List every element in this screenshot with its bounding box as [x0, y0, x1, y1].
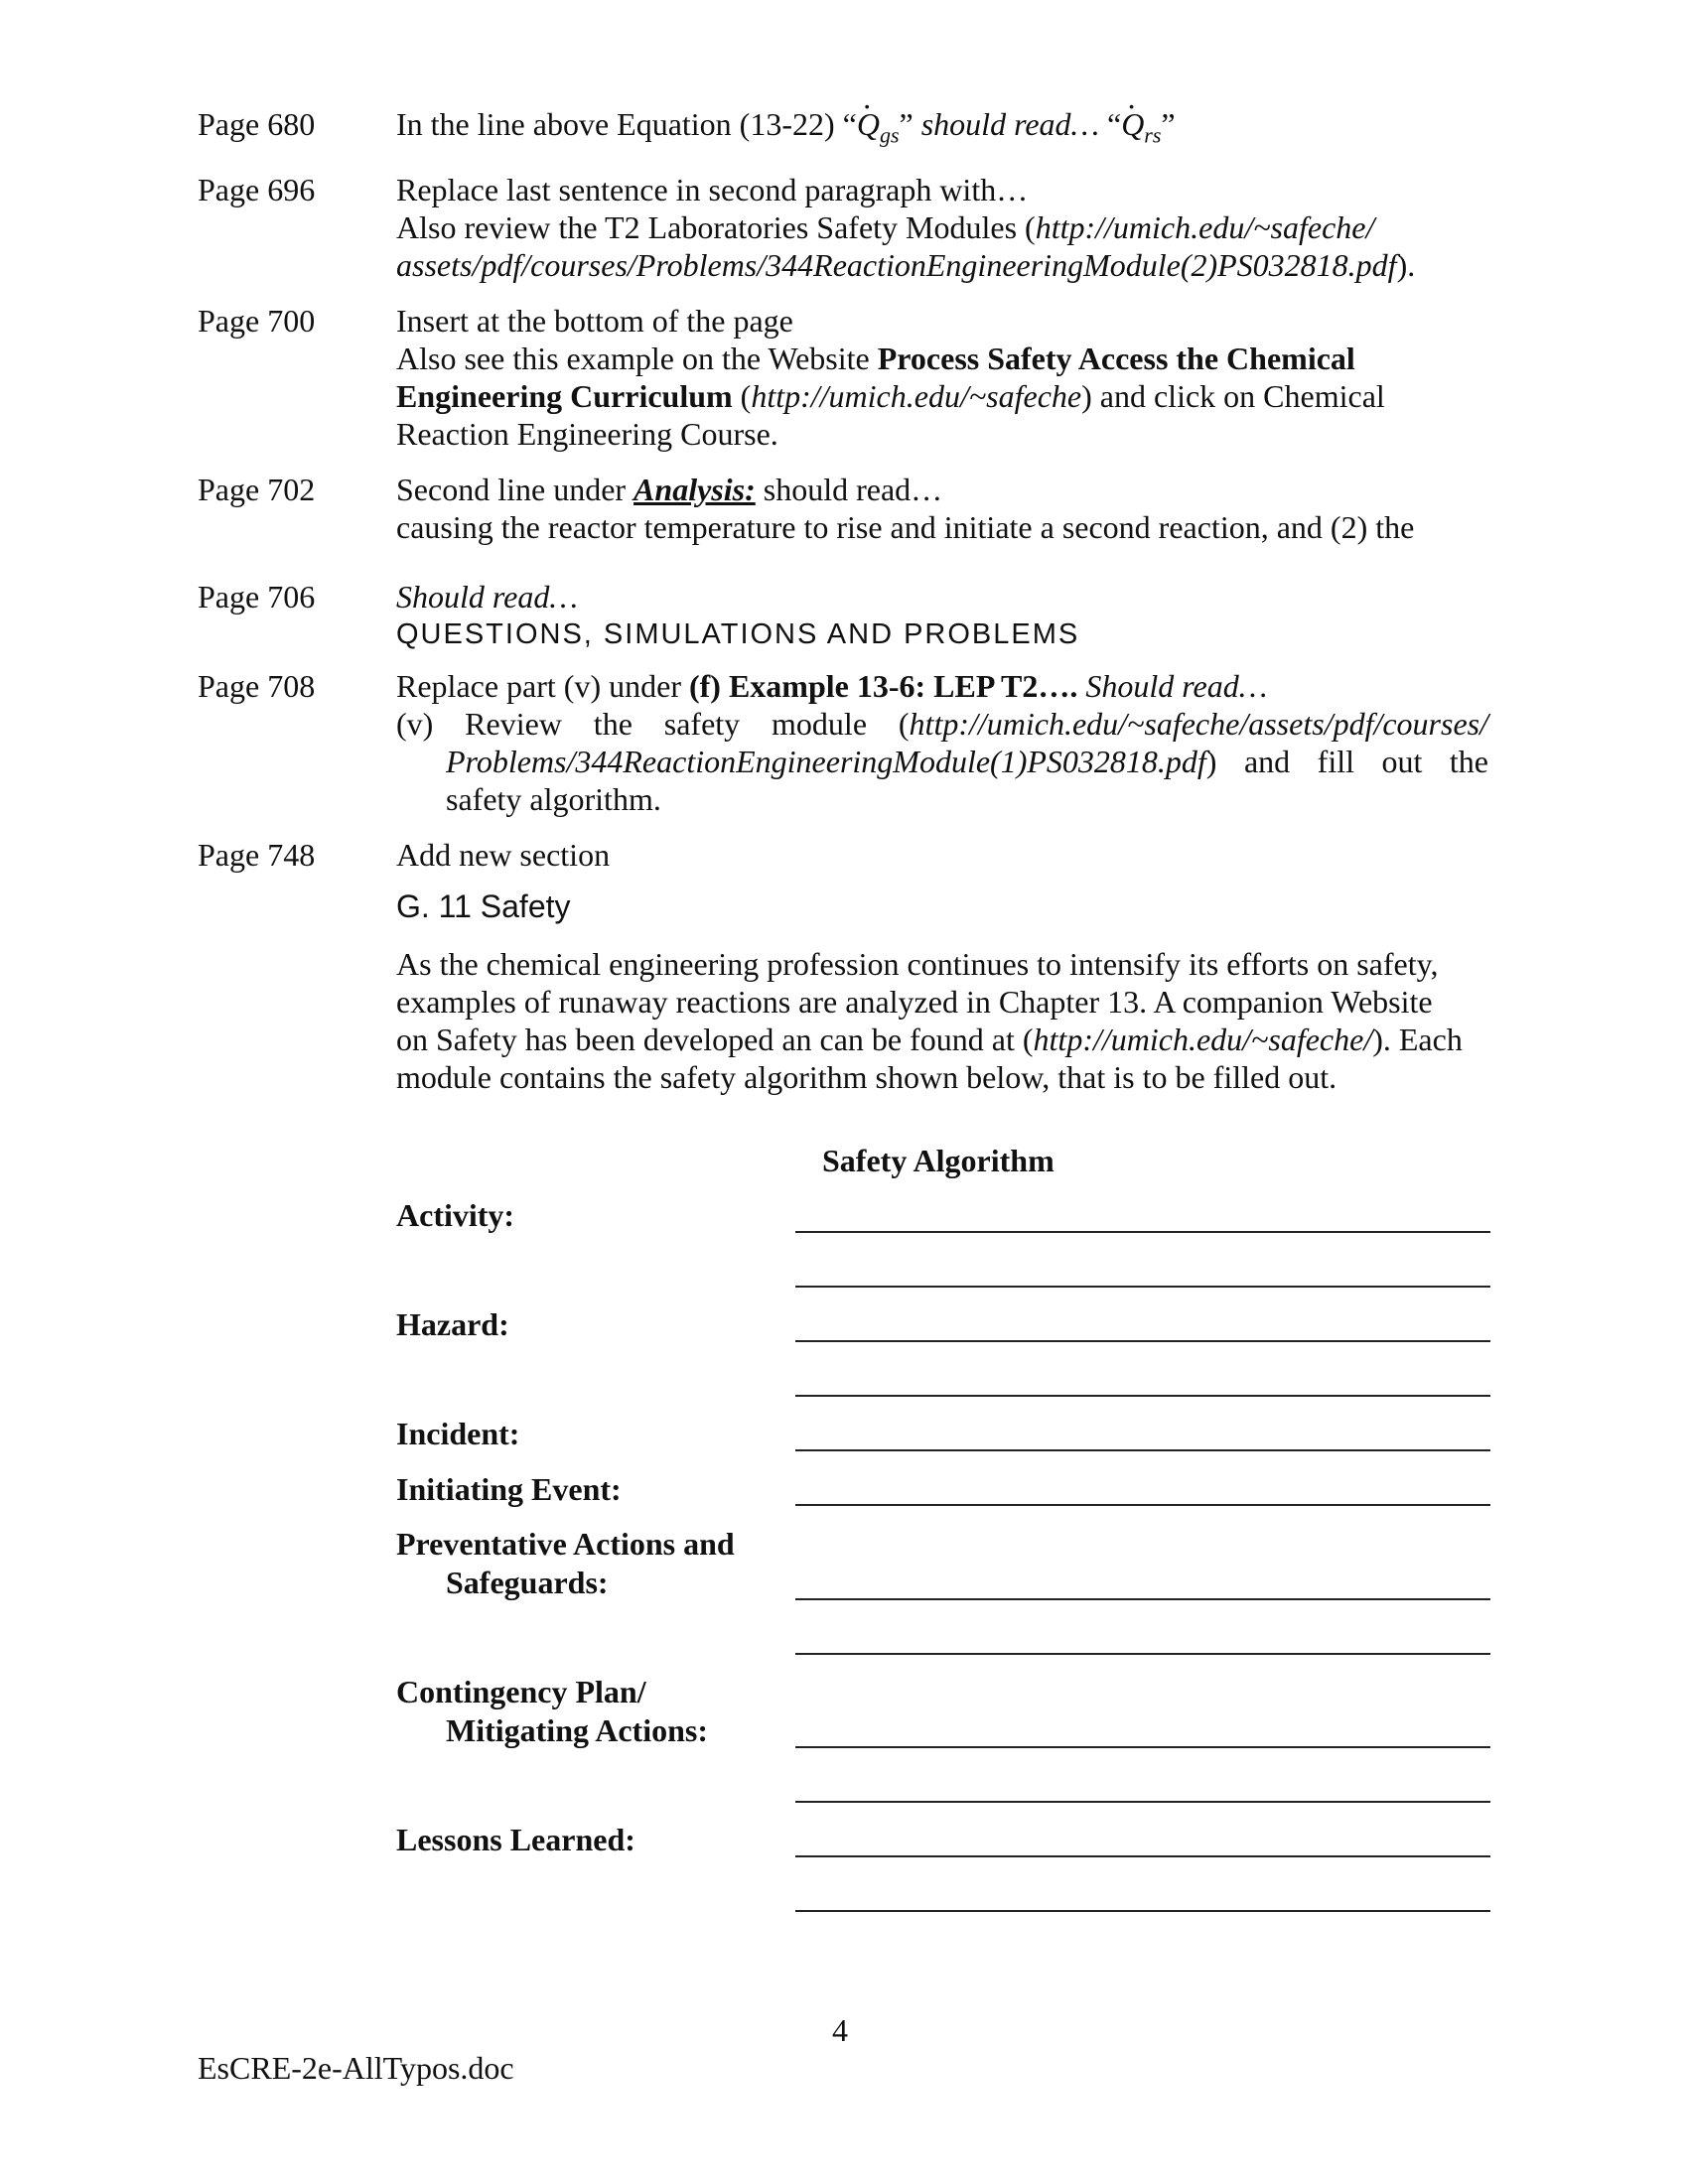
- paragraph-line: [396, 1021, 1488, 1058]
- text-run: on Safety has been developed an can be found at (: [396, 1022, 1034, 1057]
- initiating-event-label: Initiating Event:: [396, 1471, 622, 1507]
- text-run: should read…: [755, 472, 943, 507]
- contingency-blank-line-1[interactable]: [795, 1746, 1490, 1748]
- safety-algorithm-title: Safety Algorithm: [822, 1143, 1055, 1178]
- erratum-line: [396, 105, 1488, 148]
- should-read-text: Should read…: [1085, 668, 1268, 704]
- subscript: rs: [1144, 122, 1162, 148]
- url-link[interactable]: http://umich.edu/~safeche: [751, 378, 1082, 414]
- text-run: (: [732, 378, 752, 414]
- text-run: Also review the T2 Laboratories Safety Modules (: [396, 209, 1036, 245]
- entry-content: [396, 471, 1488, 546]
- text-run: Second line under: [396, 472, 634, 507]
- website-title: Engineering Curriculum: [396, 378, 733, 414]
- document-footer: EsCRE-2e-AllTypos.doc: [198, 2050, 514, 2086]
- entry-content: [396, 105, 1488, 148]
- preventative-blank-line-2[interactable]: [795, 1653, 1490, 1655]
- erratum-line: [396, 705, 1488, 743]
- q-dot-symbol: [856, 105, 900, 148]
- incident-label: Incident:: [396, 1416, 520, 1451]
- subscript: gs: [879, 122, 900, 148]
- entry-page-label: Page 700: [198, 303, 316, 339]
- analysis-heading: Analysis:: [633, 472, 756, 507]
- page-number: 4: [832, 2012, 848, 2048]
- text-run: (v) Review the safety module (: [396, 706, 910, 742]
- erratum-line: [396, 340, 1488, 377]
- erratum-line: [396, 743, 1488, 780]
- lessons-blank-line-2[interactable]: [795, 1910, 1490, 1912]
- hazard-label: Hazard:: [396, 1306, 509, 1342]
- symbol-q: Q: [856, 106, 880, 142]
- entry-content: [396, 171, 1488, 284]
- erratum-line: [396, 208, 1488, 246]
- url-link[interactable]: http://umich.edu/~safeche/: [1033, 1022, 1373, 1057]
- erratum-line: Insert at the bottom of the page: [396, 303, 793, 339]
- mitigating-actions-label: Mitigating Actions:: [446, 1712, 708, 1748]
- activity-label: Activity:: [396, 1197, 515, 1233]
- safety-paragraph: [396, 945, 1488, 1096]
- entry-page-label: Page 706: [198, 579, 316, 614]
- paragraph-line: As the chemical engineering profession continues to intensify its efforts on safety,: [396, 946, 1439, 982]
- erratum-line: causing the reactor temperature to rise and initiate a second reaction, and (2) the: [396, 509, 1415, 545]
- erratum-line: Replace last sentence in second paragraph with…: [396, 172, 1029, 207]
- symbol-q: Q: [1121, 106, 1145, 142]
- preventative-actions-label: Preventative Actions and: [396, 1526, 735, 1562]
- text-run: ). Each: [1372, 1022, 1463, 1057]
- entry-content: [396, 302, 1488, 453]
- incident-blank-line[interactable]: [795, 1449, 1490, 1451]
- erratum-line: [396, 667, 1488, 705]
- initiating-event-blank-line[interactable]: [795, 1504, 1490, 1506]
- lessons-learned-label: Lessons Learned:: [396, 1822, 635, 1857]
- text-run: ) and click on Chemical: [1081, 378, 1385, 414]
- entry-page-label: Page 680: [198, 106, 316, 142]
- entry-content: [396, 578, 1488, 653]
- preventative-blank-line-1[interactable]: [795, 1598, 1490, 1600]
- entry-page-label: Page 696: [198, 172, 316, 207]
- text-run: “: [1098, 106, 1122, 142]
- erratum-line: Add new section: [396, 837, 611, 873]
- erratum-line: [396, 377, 1488, 415]
- should-read-text: should read…: [920, 106, 1099, 142]
- text-run: ) and fill out the: [1205, 744, 1488, 779]
- entry-content: [396, 667, 1488, 818]
- text-run: ”: [899, 106, 921, 142]
- contingency-blank-line-2[interactable]: [795, 1801, 1490, 1803]
- paragraph-line: module contains the safety algorithm shown below, that is to be filled out.: [396, 1059, 1337, 1095]
- paragraph-line: examples of runaway reactions are analyzed in Chapter 13. A companion Website: [396, 984, 1433, 1020]
- entry-page-label: Page 748: [198, 837, 316, 873]
- url-link[interactable]: Problems/344ReactionEngineeringModule(1)PS032818.pdf: [446, 744, 1206, 779]
- erratum-line: [396, 246, 1488, 284]
- q-dot-symbol: [1121, 105, 1162, 148]
- hazard-blank-line-2[interactable]: [795, 1395, 1490, 1397]
- text-run: In the line above Equation (13-22) “: [396, 106, 857, 142]
- entry-content: [396, 836, 1488, 1096]
- example-reference: (f) Example 13-6: LEP T2….: [688, 668, 1078, 704]
- erratum-line: Should read…: [396, 579, 578, 614]
- section-heading: QUESTIONS, SIMULATIONS AND PROBLEMS: [396, 618, 1080, 650]
- url-link[interactable]: http://umich.edu/~safeche/: [1035, 209, 1375, 245]
- text-run: ).: [1396, 247, 1416, 283]
- url-link[interactable]: http://umich.edu/~safeche/assets/pdf/courses/: [909, 706, 1488, 742]
- erratum-line: [396, 471, 1488, 508]
- entry-page-label: Page 708: [198, 668, 316, 704]
- lessons-blank-line-1[interactable]: [795, 1855, 1490, 1857]
- safeguards-label: Safeguards:: [446, 1565, 609, 1600]
- hazard-blank-line-1[interactable]: [795, 1340, 1490, 1342]
- erratum-line: safety algorithm.: [446, 781, 661, 817]
- text-run: Replace part (v) under: [396, 668, 689, 704]
- erratum-line: Reaction Engineering Course.: [396, 416, 778, 452]
- contingency-plan-label: Contingency Plan/: [396, 1674, 646, 1709]
- activity-blank-line-1[interactable]: [795, 1231, 1490, 1233]
- section-heading: G. 11 Safety: [396, 888, 571, 924]
- entry-page-label: Page 702: [198, 472, 316, 507]
- text-run: Also see this example on the Website: [396, 341, 878, 376]
- activity-blank-line-2[interactable]: [795, 1286, 1490, 1288]
- url-link[interactable]: assets/pdf/courses/Problems/344ReactionEngineeringModule(2)PS032818.pdf: [396, 247, 1397, 283]
- website-title: Process Safety Access the Chemical: [877, 341, 1355, 376]
- text-run: ”: [1161, 106, 1176, 142]
